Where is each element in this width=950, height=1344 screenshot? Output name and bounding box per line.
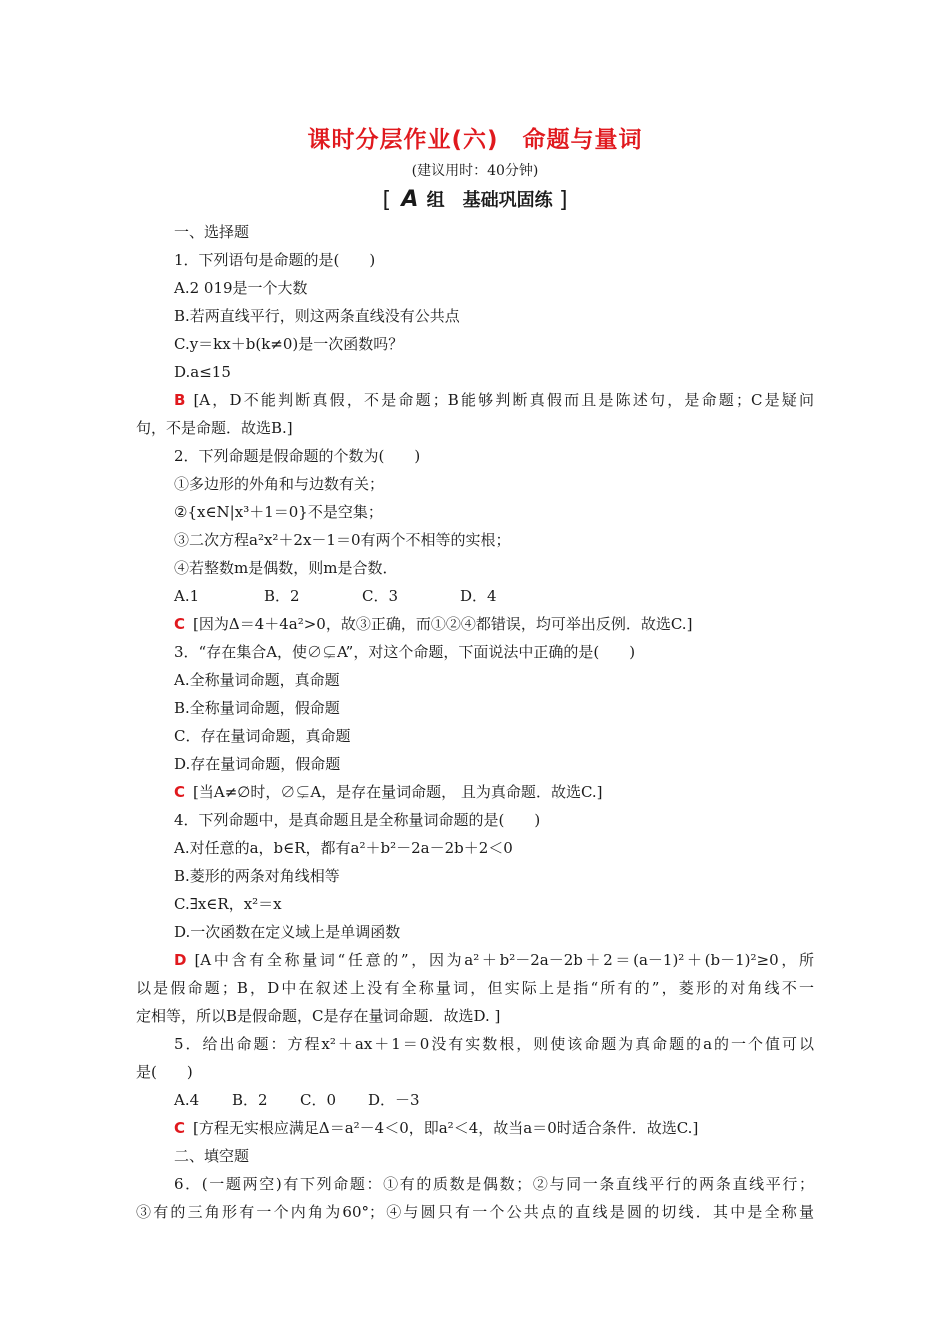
question-5: 5．给出命题：方程x²＋ax＋1＝0没有实数根，则使该命题为真命题的a的一个值可以 [174, 1035, 814, 1053]
q1-solution-cont: 句，不是命题．故选B.] [136, 419, 293, 437]
right-bracket: ] [558, 188, 568, 213]
q1-option-a: A.2 019是一个大数 [174, 279, 308, 297]
q4-option-c: C.∃x∈R，x²＝x [174, 895, 282, 913]
q3-solution: C [当A≠∅时，∅⊊A，是存在量词命题， 且为真命题．故选C.] [174, 783, 603, 801]
q5-answer: C [174, 1119, 186, 1137]
q4-solution: D [A中含有全称量词“任意的”，因为a²＋b²－2a－2b＋2＝(a－1)²＋(b－1)²≥0，所 [174, 951, 814, 969]
q4-option-a: A.对任意的a，b∈R，都有a²＋b²－2a－2b＋2＜0 [174, 839, 513, 857]
q5-option-c: C．0 [300, 1091, 337, 1109]
q2-answer: C [174, 615, 186, 633]
question-5-cont: 是( ) [136, 1063, 193, 1081]
q5-options [174, 1090, 420, 1110]
q2-statement-2: ②{x∈N|x³＋1＝0}不是空集； [174, 503, 383, 521]
q1-option-c: C.y＝kx＋b(k≠0)是一次函数吗？ [174, 335, 404, 353]
q5-option-b: B．2 [232, 1091, 268, 1109]
q4-option-b: B.菱形的两条对角线相等 [174, 867, 340, 885]
q4-solution-cont-1: 以是假命题；B，D中在叙述上没有全称量词，但实际上是指“所有的”，菱形的对角线不一 [136, 979, 814, 997]
q5-option-d: D．－3 [368, 1091, 420, 1109]
question-6: 6．(一题两空)有下列命题：①有的质数是偶数；②与同一条直线平行的两条直线平行； [174, 1175, 814, 1193]
q3-option-c: C．存在量词命题，真命题 [174, 727, 351, 745]
q1-answer: B [174, 391, 186, 409]
q2-option-c: C．3 [362, 587, 399, 605]
q3-option-a: A.全称量词命题，真命题 [174, 671, 340, 689]
q2-statement-1: ①多边形的外角和与边数有关； [174, 475, 385, 493]
group-letter: A [401, 187, 419, 212]
group-label: 组 基础巩固练 [426, 190, 553, 211]
q3-option-b: B.全称量词命题，假命题 [174, 699, 340, 717]
q3-option-d: D.存在量词命题，假命题 [174, 755, 341, 773]
q1-option-b: B.若两直线平行，则这两条直线没有公共点 [174, 307, 460, 325]
section-heading-choice: 一、选择题 [174, 223, 250, 241]
question-3: 3．“存在集合A，使∅⊊A”，对这个命题，下面说法中正确的是( ) [174, 643, 636, 661]
group-heading [0, 186, 950, 213]
q5-solution: C [方程无实根应满足Δ＝a²－4＜0，即a²＜4，故当a＝0时适合条件．故选C.] [174, 1119, 699, 1137]
left-bracket: [ [382, 188, 392, 213]
q2-option-a: A.1 [174, 587, 200, 605]
q2-options [174, 586, 497, 606]
q2-statement-3: ③二次方程a²x²＋2x－1＝0有两个不相等的实根； [174, 531, 511, 549]
suggested-time: (建议用时：40分钟) [411, 163, 539, 179]
q2-option-d: D．4 [460, 587, 497, 605]
q4-solution-cont-2: 定相等，所以B是假命题，C是存在量词命题．故选D. ] [136, 1007, 501, 1025]
q2-option-b: B．2 [264, 587, 300, 605]
question-2: 2．下列命题是假命题的个数为( ) [174, 447, 421, 465]
q2-solution: C [因为Δ＝4＋4a²>0，故③正确，而①②④都错误，均可举出反例．故选C.] [174, 615, 693, 633]
page-title: 课时分层作业(六) 命题与量词 [307, 127, 643, 153]
q4-option-d: D.一次函数在定义域上是单调函数 [174, 923, 401, 941]
q2-statement-4: ④若整数m是偶数，则m是合数． [174, 559, 398, 577]
q3-answer: C [174, 783, 186, 801]
question-4: 4．下列命题中，是真命题且是全称量词命题的是( ) [174, 811, 541, 829]
q4-answer: D [174, 951, 187, 969]
q5-option-a: A.4 [174, 1091, 200, 1109]
question-1: 1．下列语句是命题的是( ) [174, 251, 376, 269]
section-heading-fill: 二、填空题 [174, 1147, 250, 1165]
q1-solution: B [A，D不能判断真假，不是命题；B能够判断真假而且是陈述句，是命题；C是疑问 [174, 391, 814, 409]
q1-option-d: D.a≤15 [174, 363, 231, 381]
question-6-cont: ③有的三角形有一个内角为60°；④与圆只有一个公共点的直线是圆的切线．其中是全称量 [136, 1203, 814, 1221]
